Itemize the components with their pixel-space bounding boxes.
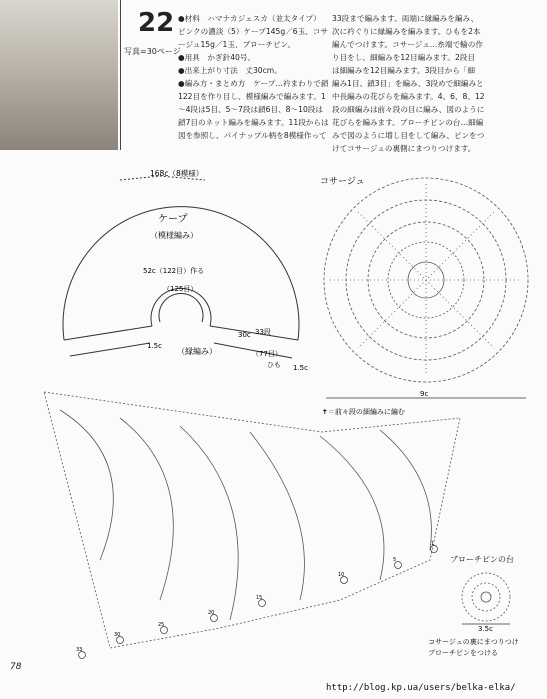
row-marker: 25 <box>158 622 165 628</box>
corsage-chart <box>324 178 528 382</box>
cape-neck-label: （125目） <box>163 285 198 293</box>
page-number: 78 <box>10 662 22 672</box>
instruction-line: 花びらを編みます。ブローチピンの台…細編 <box>332 118 484 127</box>
brooch-title: ブローチピンの台 <box>450 555 514 564</box>
instruction-line: り目をし、細編みを12目編みます。2段目 <box>332 53 475 62</box>
instruction-line: ピンクの濃淡（5）ケープ145g／6玉、コサ <box>178 27 328 36</box>
instruction-line: 〜4段は5目、5〜7段は鎖6目、8〜10段は <box>178 105 323 114</box>
cape-neck-arc <box>159 293 203 322</box>
corsage-note: ✝＝前々段の細編みに編む <box>322 408 405 416</box>
pineapple-chart <box>44 392 460 648</box>
row-marker: 15 <box>256 595 263 601</box>
cape-outer-label: 168c（8模様） <box>150 169 204 178</box>
instruction-line: ●出来上がり寸法 丈30cm。 <box>178 66 282 75</box>
row-marker: 10 <box>338 572 345 578</box>
instruction-line: ●用具 かぎ針40号。 <box>178 53 256 62</box>
instruction-line: 図を参照し、パイナップル柄を8模様作って <box>178 131 327 140</box>
corsage-title: コサージュ <box>320 177 365 187</box>
instruction-line: みで図のように増し目をして編み、ピンをつ <box>332 131 485 140</box>
row-marker: 5 <box>393 557 397 563</box>
instruction-line: 編み1目、鎖3目」を編み、3段めで細編みと <box>332 79 484 88</box>
cape-edge-label: （縁編み） <box>177 347 217 356</box>
instruction-line: 段の細編みは前々段の目に編み、図のように <box>332 105 485 114</box>
cape-left-edge <box>64 326 152 340</box>
instruction-line: 次に衿ぐりに縁編みを編みます。ひもを2本 <box>332 27 481 36</box>
instruction-line: は細編みを12目編みます。3段目から「細 <box>332 66 475 75</box>
instruction-line: 中長編みの花びらを編みます。4、6、8、12 <box>332 92 485 101</box>
cape-right-edge <box>210 326 298 340</box>
cape-right-15: 1.5c <box>293 364 308 372</box>
instruction-line: ージュ15g／1玉、ブローチピン。 <box>178 40 296 49</box>
cape-edge-rows: （77目） <box>252 350 282 358</box>
brooch-width: 3.5c <box>478 625 493 633</box>
page-reference: 写真=30ページ <box>124 47 181 56</box>
brooch-note-2: ブローチピンをつける <box>428 649 498 657</box>
row-marker: 30 <box>114 632 121 638</box>
corsage-width: 9c <box>420 390 429 398</box>
brooch-note-1: コサージュの裏にまつりつけ <box>428 638 519 646</box>
instruction-line: 33段まで編みます。両端に縁編みを編み、 <box>332 14 479 23</box>
cape-left-15: 1.5c <box>147 342 162 350</box>
brooch-chart <box>462 573 510 621</box>
pattern-number: 22 <box>138 8 175 38</box>
row-marker: 1 <box>431 541 435 547</box>
instruction-line: 122目を作り目し、模様編みで編みます。1 <box>178 92 326 101</box>
instruction-line: ●材料 ハマナカジェスカ（並太タイプ） <box>178 14 321 23</box>
instruction-line: 編んでつけます。コサージュ…糸端で輪の作 <box>332 40 483 49</box>
row-marker: 33 <box>76 647 83 653</box>
cape-side-33: 33段 <box>255 328 271 336</box>
cape-title: ケープ <box>158 214 188 225</box>
instruction-line: けてコサージュの裏側にまつりつけます。 <box>332 144 476 153</box>
source-url: http://blog.kp.ua/users/belka-elka/ <box>326 683 516 693</box>
row-marker: 20 <box>208 610 215 616</box>
cape-inner-label: 52c（122目）作る <box>143 267 205 275</box>
cape-tie: ひも <box>267 361 281 369</box>
instruction-line: 鎖7目のネット編みを編みます。11段からは <box>178 118 329 127</box>
cape-subtitle: （模様編み） <box>150 231 198 240</box>
tie-left <box>70 343 150 356</box>
instruction-line: ●編み方・まとめ方 ケープ…衿まわりで鎖 <box>178 79 329 88</box>
cape-side-30: 30c <box>238 331 251 339</box>
